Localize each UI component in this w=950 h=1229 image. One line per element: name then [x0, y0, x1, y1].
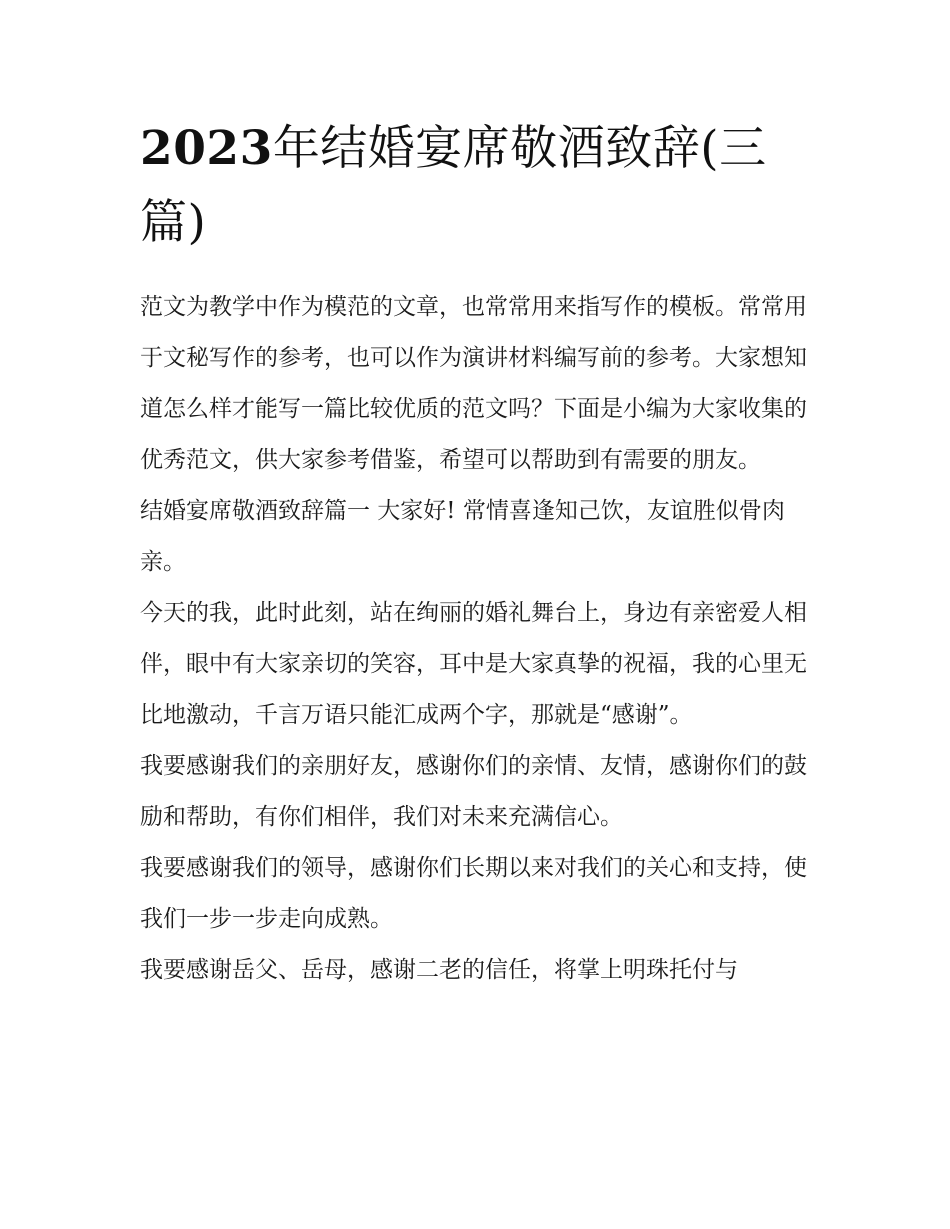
title-text: 年结婚宴席敬酒致辞(三篇) — [140, 121, 767, 250]
document-title — [140, 112, 812, 260]
body-paragraph: 我要感谢我们的亲朋好友，感谢你们的亲情、友情，感谢你们的鼓励和帮助，有你们相伴，我们对未来充满信心。 — [140, 753, 807, 830]
body-paragraph: 我要感谢岳父、岳母，感谢二老的信任，将掌上明珠托付与 — [140, 957, 738, 983]
section-one-opening: 结婚宴席敬酒致辞篇一 大家好! 常情喜逢知己饮，友谊胜似骨肉亲。 — [140, 498, 785, 575]
document-content — [140, 112, 812, 996]
body-paragraph: 今天的我，此时此刻，站在绚丽的婚礼舞台上，身边有亲密爱人相伴，眼中有大家亲切的笑容，耳中是大家真挚的祝福，我的心里无比地激动，千言万语只能汇成两个字，那就是“感谢”。 — [140, 600, 807, 728]
body-paragraph: 我要感谢我们的领导，感谢你们长期以来对我们的关心和支持，使我们一步一步走向成熟。 — [140, 855, 807, 932]
intro-paragraph: 范文为教学中作为模范的文章，也常常用来指写作的模板。常常用于文秘写作的参考，也可以作为演讲材料编写前的参考。大家想知道怎么样才能写一篇比较优质的范文吗？下面是小编为大家收集的优秀范文，供大家参考借鉴，希望可以帮助到有需要的朋友。 — [140, 294, 807, 473]
title-year: 2023 — [140, 121, 273, 176]
